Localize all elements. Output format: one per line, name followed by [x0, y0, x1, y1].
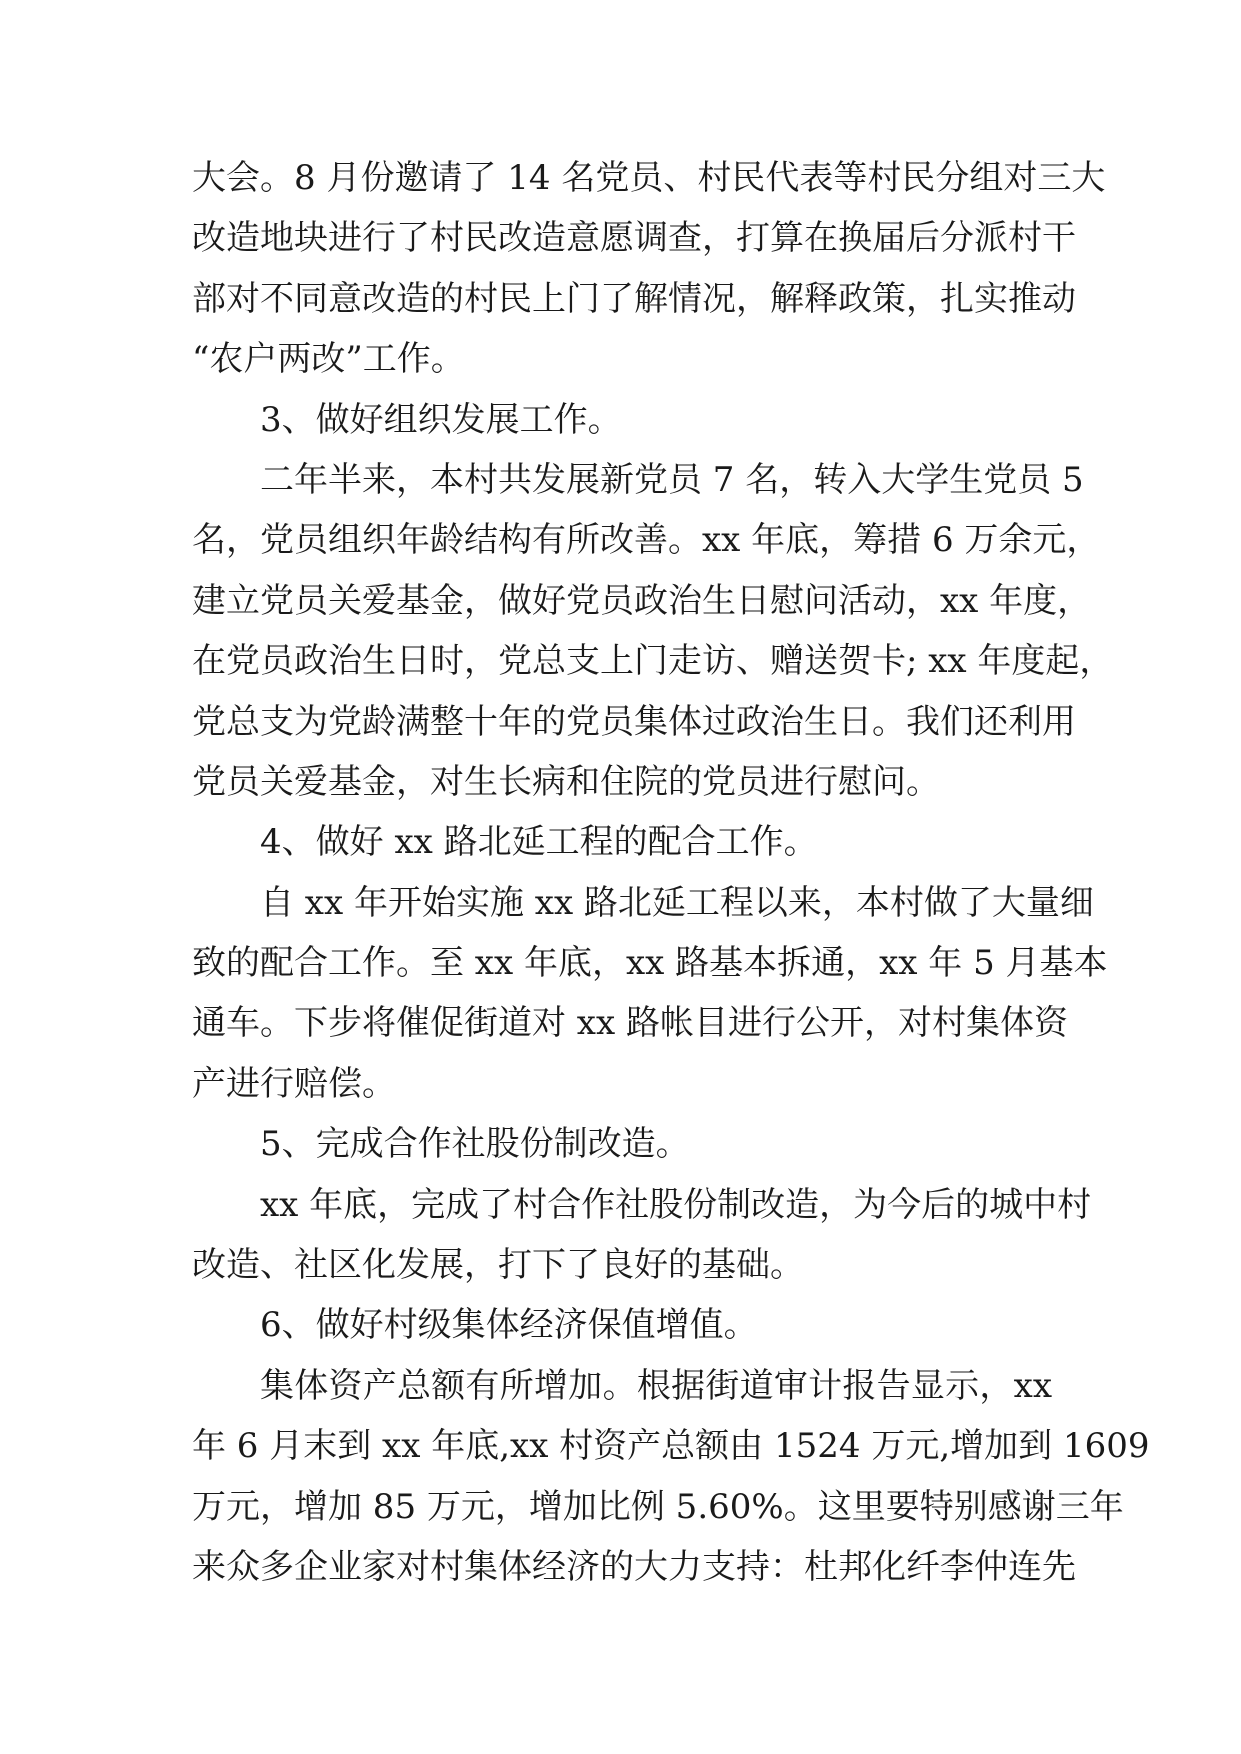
text-line: 产进行赔偿。 — [192, 1063, 396, 1104]
text-line: 名，党员组织年龄结构有所改善。xx 年底，筹措 6 万余元， — [192, 520, 1101, 561]
section-heading: 5、完成合作社股份制改造。 — [260, 1124, 690, 1165]
text-line: 在党员政治生日时，党总支上门走访、赠送贺卡; xx 年度起， — [192, 641, 1114, 682]
text-line: 通车。下步将催促街道对 xx 路帐目进行公开，对村集体资 — [192, 1003, 1068, 1044]
body-text — [192, 148, 1150, 1597]
section-heading: 6、做好村级集体经济保值增值。 — [260, 1305, 758, 1346]
text-line: 改造地块进行了村民改造意愿调查，打算在换届后分派村干 — [192, 218, 1076, 259]
text-line: 党员关爱基金，对生长病和住院的党员进行慰问。 — [192, 761, 940, 802]
text-line: 集体资产总额有所增加。根据街道审计报告显示，xx — [260, 1365, 1052, 1406]
text-line: 部对不同意改造的村民上门了解情况，解释政策，扎实推动 — [192, 278, 1076, 319]
text-line: 致的配合工作。至 xx 年底，xx 路基本拆通，xx 年 5 月基本 — [192, 943, 1108, 984]
text-line: 年 6 月末到 xx 年底,xx 村资产总额由 1524 万元,增加到 1609 — [192, 1426, 1150, 1467]
section-heading: 3、做好组织发展工作。 — [260, 399, 622, 440]
text-line: 来众多企业家对村集体经济的大力支持：杜邦化纤李仲连先 — [192, 1546, 1076, 1587]
text-line: 万元，增加 85 万元，增加比例 5.60%。这里要特别感谢三年 — [192, 1486, 1124, 1527]
text-line: “农户两改”工作。 — [192, 339, 465, 380]
text-line: xx 年底，完成了村合作社股份制改造，为今后的城中村 — [260, 1184, 1092, 1225]
text-line: 二年半来，本村共发展新党员 7 名，转入大学生党员 5 — [260, 459, 1084, 500]
text-line: 党总支为党龄满整十年的党员集体过政治生日。我们还利用 — [192, 701, 1076, 742]
section-heading: 4、做好 xx 路北延工程的配合工作。 — [260, 822, 818, 863]
text-line: 大会。8 月份邀请了 14 名党员、村民代表等村民分组对三大 — [192, 158, 1106, 198]
text-line: 改造、社区化发展，打下了良好的基础。 — [192, 1245, 804, 1286]
text-line: 自 xx 年开始实施 xx 路北延工程以来，本村做了大量细 — [260, 882, 1094, 923]
text-line: 建立党员关爱基金，做好党员政治生日慰问活动，xx 年度， — [192, 580, 1092, 621]
